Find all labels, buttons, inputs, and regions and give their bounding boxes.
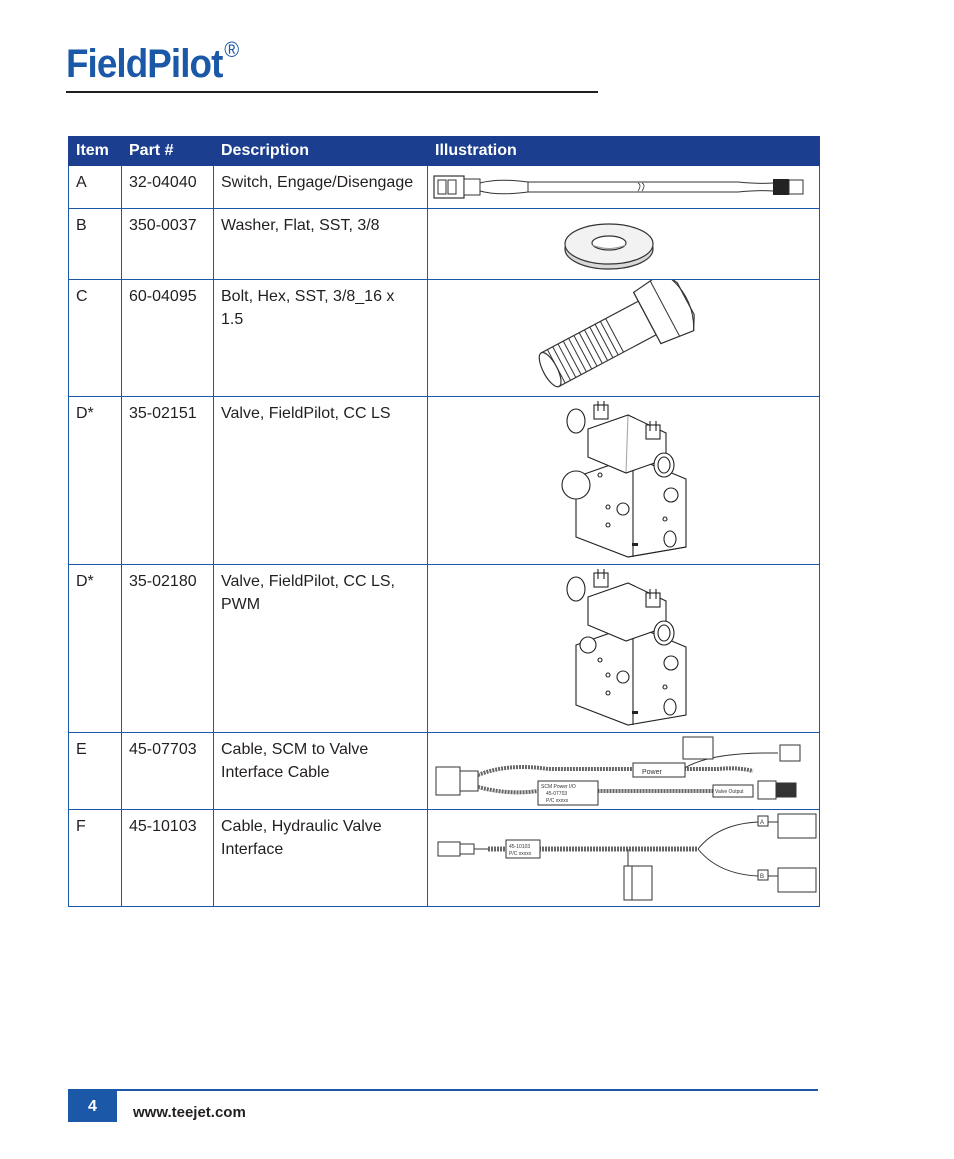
logo-text: FieldPilot <box>66 42 223 86</box>
part-cell: 32-04040 <box>122 166 214 209</box>
website-link[interactable]: www.teejet.com <box>133 1104 246 1121</box>
scm-tag-line1: SCM Power I/O <box>541 784 576 790</box>
illustration-cell <box>428 397 820 565</box>
description-cell: Washer, Flat, SST, 3/8 <box>214 209 428 280</box>
table-header-row <box>69 137 820 166</box>
hydraulic-cable-illustration <box>428 810 818 905</box>
part-cell: 45-07703 <box>122 733 214 810</box>
table-row <box>69 733 820 810</box>
power-label: Power <box>642 769 662 776</box>
header-item: Item <box>69 137 122 166</box>
item-cell: E <box>69 733 122 810</box>
illustration-cell <box>428 565 820 733</box>
part-cell: 35-02151 <box>122 397 214 565</box>
scm-cable-illustration <box>428 733 818 808</box>
scm-tag-line2: 45-07703 <box>546 791 568 797</box>
description-cell: Valve, FieldPilot, CC LS <box>214 397 428 565</box>
scm-tag-line3: P/C xxxxx <box>546 798 569 804</box>
header-illustration: Illustration <box>428 137 820 166</box>
registered-mark: ® <box>224 36 239 62</box>
valve-output-label: Valve Output <box>715 789 744 795</box>
part-cell: 45-10103 <box>122 810 214 907</box>
switch-cable-illustration <box>428 166 818 207</box>
parts-table <box>68 136 820 907</box>
hyd-tag-line2: P/C xxxxx <box>509 851 532 857</box>
fieldpilot-logo <box>66 36 239 86</box>
part-cell: 350-0037 <box>122 209 214 280</box>
illustration-cell <box>428 810 820 907</box>
hyd-label-b: B <box>760 874 765 880</box>
table-row <box>69 280 820 397</box>
part-cell: 60-04095 <box>122 280 214 397</box>
footer-rule <box>68 1089 818 1091</box>
hyd-tag-line1: 45-10103 <box>509 844 531 850</box>
logo-rule <box>66 91 598 93</box>
description-cell: Switch, Engage/Disengage <box>214 166 428 209</box>
illustration-cell <box>428 166 820 209</box>
item-cell: D* <box>69 397 122 565</box>
item-cell: C <box>69 280 122 397</box>
valve-illustration <box>428 397 818 563</box>
page-number: 4 <box>68 1091 117 1122</box>
hex-bolt-illustration <box>428 280 818 395</box>
description-cell: Valve, FieldPilot, CC LS, PWM <box>214 565 428 733</box>
table-row <box>69 565 820 733</box>
description-cell: Cable, Hydraulic Valve Interface <box>214 810 428 907</box>
table-row <box>69 810 820 907</box>
table-row <box>69 209 820 280</box>
description-cell: Cable, SCM to Valve Interface Cable <box>214 733 428 810</box>
illustration-cell <box>428 733 820 810</box>
part-cell: 35-02180 <box>122 565 214 733</box>
washer-illustration <box>428 209 818 278</box>
item-cell: B <box>69 209 122 280</box>
header-part: Part # <box>122 137 214 166</box>
item-cell: F <box>69 810 122 907</box>
header-description: Description <box>214 137 428 166</box>
item-cell: A <box>69 166 122 209</box>
illustration-cell <box>428 209 820 280</box>
valve-pwm-illustration <box>428 565 818 731</box>
table-row <box>69 397 820 565</box>
hyd-label-a: A <box>760 820 765 826</box>
illustration-cell <box>428 280 820 397</box>
table-row <box>69 166 820 209</box>
item-cell: D* <box>69 565 122 733</box>
description-cell: Bolt, Hex, SST, 3/8_16 x 1.5 <box>214 280 428 397</box>
